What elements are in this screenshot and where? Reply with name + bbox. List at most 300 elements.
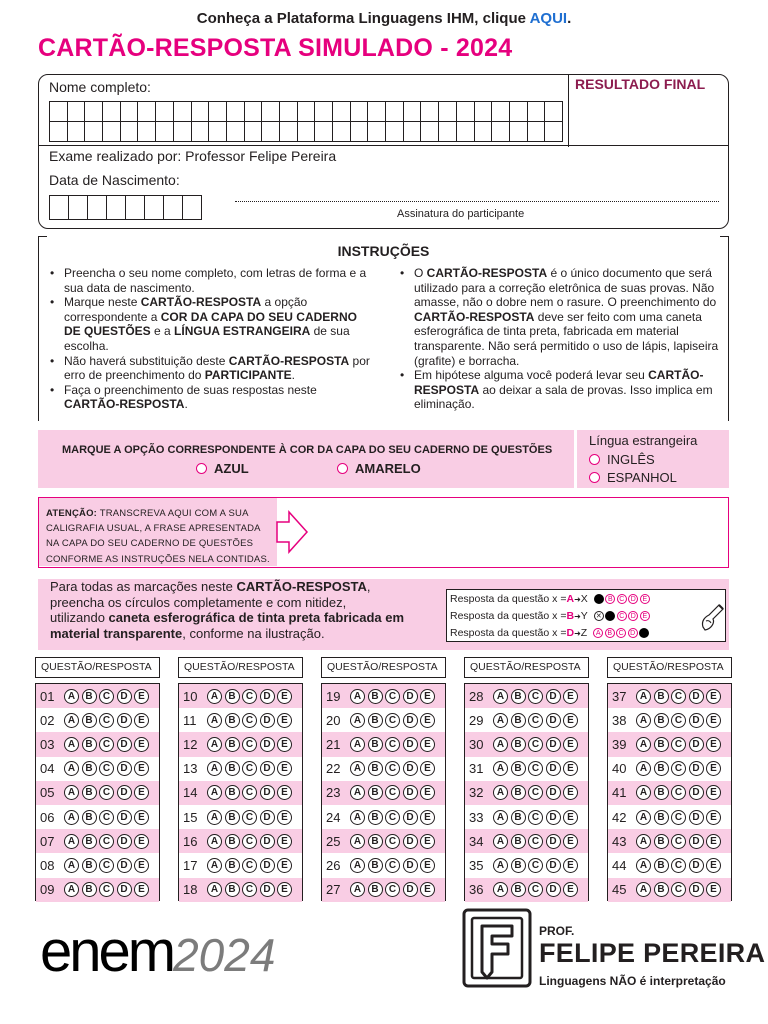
name-cell[interactable] <box>68 122 86 142</box>
answer-bubble-d[interactable]: D <box>260 689 275 704</box>
answer-bubble-d[interactable]: D <box>689 785 704 800</box>
name-cell[interactable] <box>85 102 103 122</box>
name-cell[interactable] <box>368 122 386 142</box>
answer-bubble-a[interactable]: A <box>207 858 222 873</box>
promo-link[interactable]: AQUI <box>529 10 568 27</box>
answer-bubble-e[interactable]: E <box>420 858 435 873</box>
answer-bubble-c[interactable]: C <box>385 785 400 800</box>
answer-bubble-c[interactable]: C <box>671 713 686 728</box>
answer-bubble-e[interactable]: E <box>277 737 292 752</box>
answer-bubble-e[interactable]: E <box>420 882 435 897</box>
name-cell[interactable] <box>103 102 121 122</box>
answer-bubble-d[interactable]: D <box>260 713 275 728</box>
answer-bubble-d[interactable]: D <box>546 713 561 728</box>
answer-bubble-d[interactable]: D <box>260 737 275 752</box>
signature-line[interactable] <box>235 201 719 202</box>
dob-cell[interactable] <box>126 196 145 220</box>
answer-bubble-c[interactable]: C <box>99 810 114 825</box>
answer-bubble-d[interactable]: D <box>546 689 561 704</box>
answer-bubble-b[interactable]: B <box>368 810 383 825</box>
answer-bubble-e[interactable]: E <box>420 810 435 825</box>
name-cell[interactable] <box>121 102 139 122</box>
answer-bubble-e[interactable]: E <box>420 737 435 752</box>
name-cell[interactable] <box>227 102 245 122</box>
answer-bubble-d[interactable]: D <box>260 785 275 800</box>
name-cell[interactable] <box>351 102 369 122</box>
answer-bubble-a[interactable]: A <box>350 689 365 704</box>
name-cell[interactable] <box>457 122 475 142</box>
answer-bubble-d[interactable]: D <box>403 834 418 849</box>
answer-bubble-d[interactable]: D <box>260 882 275 897</box>
answer-bubble-c[interactable]: C <box>242 689 257 704</box>
answer-bubble-c[interactable]: C <box>528 737 543 752</box>
answer-bubble-b[interactable]: B <box>511 882 526 897</box>
name-grid[interactable] <box>49 101 563 142</box>
name-cell[interactable] <box>85 122 103 142</box>
name-cell[interactable] <box>298 102 316 122</box>
answer-bubble-e[interactable]: E <box>706 882 721 897</box>
answer-bubble-a[interactable]: A <box>207 761 222 776</box>
answer-bubble-b[interactable]: B <box>225 882 240 897</box>
answer-bubble-c[interactable]: C <box>385 737 400 752</box>
answer-bubble-c[interactable]: C <box>385 882 400 897</box>
answer-bubble-d[interactable]: D <box>403 882 418 897</box>
answer-bubble-a[interactable]: A <box>207 713 222 728</box>
answer-bubble-a[interactable]: A <box>207 810 222 825</box>
answer-bubble-b[interactable]: B <box>225 810 240 825</box>
answer-bubble-b[interactable]: B <box>225 737 240 752</box>
answer-bubble-a[interactable]: A <box>636 834 651 849</box>
answer-bubble-c[interactable]: C <box>99 858 114 873</box>
answer-bubble-a[interactable]: A <box>636 737 651 752</box>
answer-bubble-b[interactable]: B <box>511 810 526 825</box>
answer-bubble-d[interactable]: D <box>260 810 275 825</box>
answer-bubble-e[interactable]: E <box>706 858 721 873</box>
name-cell[interactable] <box>333 102 351 122</box>
answer-bubble-d[interactable]: D <box>260 761 275 776</box>
radio-circle-icon[interactable] <box>589 454 600 465</box>
answer-bubble-c[interactable]: C <box>528 689 543 704</box>
name-cell[interactable] <box>492 122 510 142</box>
answer-bubble-b[interactable]: B <box>82 689 97 704</box>
name-cell[interactable] <box>475 122 493 142</box>
answer-bubble-b[interactable]: B <box>368 737 383 752</box>
answer-bubble-e[interactable]: E <box>134 810 149 825</box>
name-cell[interactable] <box>156 122 174 142</box>
answer-bubble-e[interactable]: E <box>563 785 578 800</box>
answer-bubble-b[interactable]: B <box>225 858 240 873</box>
name-cell[interactable] <box>245 122 263 142</box>
answer-bubble-b[interactable]: B <box>368 834 383 849</box>
answer-bubble-e[interactable]: E <box>420 834 435 849</box>
answer-bubble-a[interactable]: A <box>64 761 79 776</box>
answer-bubble-c[interactable]: C <box>99 689 114 704</box>
answer-bubble-a[interactable]: A <box>636 785 651 800</box>
answer-bubble-b[interactable]: B <box>654 713 669 728</box>
answer-bubble-c[interactable]: C <box>671 882 686 897</box>
answer-bubble-a[interactable]: A <box>493 689 508 704</box>
answer-bubble-a[interactable]: A <box>493 834 508 849</box>
answer-bubble-d[interactable]: D <box>117 737 132 752</box>
answer-bubble-a[interactable]: A <box>207 737 222 752</box>
answer-bubble-e[interactable]: E <box>277 834 292 849</box>
answer-bubble-e[interactable]: E <box>277 810 292 825</box>
answer-bubble-e[interactable]: E <box>134 761 149 776</box>
name-cell[interactable] <box>50 102 68 122</box>
answer-bubble-d[interactable]: D <box>689 737 704 752</box>
option-amarelo[interactable] <box>337 461 421 476</box>
name-cell[interactable] <box>103 122 121 142</box>
dob-cell[interactable] <box>145 196 164 220</box>
answer-bubble-b[interactable]: B <box>225 689 240 704</box>
answer-bubble-b[interactable]: B <box>225 713 240 728</box>
name-cell[interactable] <box>138 102 156 122</box>
answer-bubble-d[interactable]: D <box>260 834 275 849</box>
name-cell[interactable] <box>262 122 280 142</box>
name-cell[interactable] <box>545 102 563 122</box>
answer-bubble-b[interactable]: B <box>654 785 669 800</box>
answer-bubble-d[interactable]: D <box>546 858 561 873</box>
phrase-input-area[interactable] <box>311 498 728 566</box>
answer-bubble-a[interactable]: A <box>64 810 79 825</box>
name-cell[interactable] <box>156 102 174 122</box>
answer-bubble-d[interactable]: D <box>403 761 418 776</box>
answer-bubble-e[interactable]: E <box>277 689 292 704</box>
answer-bubble-a[interactable]: A <box>636 689 651 704</box>
answer-bubble-c[interactable]: C <box>528 713 543 728</box>
answer-bubble-b[interactable]: B <box>368 858 383 873</box>
answer-bubble-a[interactable]: A <box>64 689 79 704</box>
answer-bubble-a[interactable]: A <box>493 713 508 728</box>
answer-bubble-b[interactable]: B <box>368 785 383 800</box>
answer-bubble-e[interactable]: E <box>277 882 292 897</box>
name-cell[interactable] <box>333 122 351 142</box>
answer-bubble-d[interactable]: D <box>117 713 132 728</box>
answer-bubble-b[interactable]: B <box>368 882 383 897</box>
answer-bubble-a[interactable]: A <box>207 785 222 800</box>
answer-bubble-a[interactable]: A <box>493 761 508 776</box>
name-cell[interactable] <box>386 122 404 142</box>
name-cell[interactable] <box>528 102 546 122</box>
answer-bubble-d[interactable]: D <box>117 882 132 897</box>
answer-bubble-b[interactable]: B <box>368 713 383 728</box>
answer-bubble-d[interactable]: D <box>117 858 132 873</box>
answer-bubble-d[interactable]: D <box>546 737 561 752</box>
name-cell[interactable] <box>315 122 333 142</box>
answer-bubble-e[interactable]: E <box>563 689 578 704</box>
name-cell[interactable] <box>475 102 493 122</box>
answer-bubble-d[interactable]: D <box>403 689 418 704</box>
answer-bubble-d[interactable]: D <box>117 689 132 704</box>
answer-bubble-c[interactable]: C <box>528 761 543 776</box>
answer-bubble-e[interactable]: E <box>277 713 292 728</box>
answer-bubble-a[interactable]: A <box>207 882 222 897</box>
answer-bubble-a[interactable]: A <box>64 882 79 897</box>
answer-bubble-e[interactable]: E <box>420 761 435 776</box>
answer-bubble-a[interactable]: A <box>64 713 79 728</box>
answer-bubble-e[interactable]: E <box>277 785 292 800</box>
name-cell[interactable] <box>439 102 457 122</box>
answer-bubble-e[interactable]: E <box>563 858 578 873</box>
answer-bubble-a[interactable]: A <box>493 785 508 800</box>
name-cell[interactable] <box>351 122 369 142</box>
name-cell[interactable] <box>209 102 227 122</box>
answer-bubble-d[interactable]: D <box>117 810 132 825</box>
answer-bubble-b[interactable]: B <box>225 761 240 776</box>
name-cell[interactable] <box>404 102 422 122</box>
answer-bubble-a[interactable]: A <box>350 737 365 752</box>
answer-bubble-a[interactable]: A <box>493 858 508 873</box>
answer-bubble-d[interactable]: D <box>403 810 418 825</box>
answer-bubble-b[interactable]: B <box>82 785 97 800</box>
answer-bubble-b[interactable]: B <box>225 785 240 800</box>
name-cell[interactable] <box>280 122 298 142</box>
radio-circle-icon[interactable] <box>337 463 348 474</box>
answer-bubble-b[interactable]: B <box>511 713 526 728</box>
answer-bubble-a[interactable]: A <box>350 810 365 825</box>
answer-bubble-e[interactable]: E <box>706 737 721 752</box>
name-cell[interactable] <box>174 122 192 142</box>
answer-bubble-c[interactable]: C <box>242 882 257 897</box>
answer-bubble-b[interactable]: B <box>511 858 526 873</box>
answer-bubble-c[interactable]: C <box>385 810 400 825</box>
answer-bubble-b[interactable]: B <box>82 882 97 897</box>
answer-bubble-e[interactable]: E <box>420 713 435 728</box>
answer-bubble-b[interactable]: B <box>654 858 669 873</box>
answer-bubble-a[interactable]: A <box>350 761 365 776</box>
answer-bubble-e[interactable]: E <box>563 834 578 849</box>
answer-bubble-d[interactable]: D <box>403 713 418 728</box>
dob-cell[interactable] <box>183 196 202 220</box>
name-cell[interactable] <box>68 102 86 122</box>
answer-bubble-c[interactable]: C <box>671 858 686 873</box>
answer-bubble-c[interactable]: C <box>671 689 686 704</box>
answer-bubble-e[interactable]: E <box>563 761 578 776</box>
answer-bubble-c[interactable]: C <box>528 785 543 800</box>
name-cell[interactable] <box>192 122 210 142</box>
answer-bubble-e[interactable]: E <box>420 689 435 704</box>
name-cell[interactable] <box>280 102 298 122</box>
radio-circle-icon[interactable] <box>196 463 207 474</box>
answer-bubble-b[interactable]: B <box>511 834 526 849</box>
answer-bubble-e[interactable]: E <box>706 713 721 728</box>
answer-bubble-a[interactable]: A <box>636 761 651 776</box>
answer-bubble-c[interactable]: C <box>99 882 114 897</box>
answer-bubble-b[interactable]: B <box>82 834 97 849</box>
answer-bubble-d[interactable]: D <box>546 834 561 849</box>
answer-bubble-b[interactable]: B <box>82 713 97 728</box>
answer-bubble-c[interactable]: C <box>99 785 114 800</box>
answer-bubble-e[interactable]: E <box>420 785 435 800</box>
answer-bubble-a[interactable]: A <box>493 882 508 897</box>
name-cell[interactable] <box>510 122 528 142</box>
answer-bubble-b[interactable]: B <box>511 689 526 704</box>
answer-bubble-e[interactable]: E <box>563 737 578 752</box>
answer-bubble-d[interactable]: D <box>117 785 132 800</box>
answer-bubble-c[interactable]: C <box>99 834 114 849</box>
name-cell[interactable] <box>245 102 263 122</box>
answer-bubble-e[interactable]: E <box>706 834 721 849</box>
answer-bubble-e[interactable]: E <box>706 689 721 704</box>
name-cell[interactable] <box>121 122 139 142</box>
answer-bubble-e[interactable]: E <box>134 713 149 728</box>
dob-cell[interactable] <box>164 196 183 220</box>
answer-bubble-e[interactable]: E <box>134 834 149 849</box>
answer-bubble-a[interactable]: A <box>64 858 79 873</box>
answer-bubble-e[interactable]: E <box>134 689 149 704</box>
answer-bubble-a[interactable]: A <box>64 737 79 752</box>
name-cell[interactable] <box>262 102 280 122</box>
answer-bubble-c[interactable]: C <box>528 834 543 849</box>
option-espanhol[interactable] <box>589 470 677 485</box>
answer-bubble-d[interactable]: D <box>403 858 418 873</box>
answer-bubble-c[interactable]: C <box>385 713 400 728</box>
answer-bubble-c[interactable]: C <box>385 858 400 873</box>
answer-bubble-d[interactable]: D <box>403 737 418 752</box>
radio-circle-icon[interactable] <box>589 472 600 483</box>
answer-bubble-a[interactable]: A <box>636 858 651 873</box>
answer-bubble-a[interactable]: A <box>207 689 222 704</box>
answer-bubble-c[interactable]: C <box>242 834 257 849</box>
answer-bubble-d[interactable]: D <box>689 810 704 825</box>
name-cell[interactable] <box>421 102 439 122</box>
answer-bubble-e[interactable]: E <box>563 882 578 897</box>
name-cell[interactable] <box>192 102 210 122</box>
answer-bubble-c[interactable]: C <box>528 810 543 825</box>
answer-bubble-c[interactable]: C <box>671 737 686 752</box>
name-cell[interactable] <box>545 122 563 142</box>
answer-bubble-a[interactable]: A <box>350 713 365 728</box>
answer-bubble-d[interactable]: D <box>117 761 132 776</box>
answer-bubble-b[interactable]: B <box>654 882 669 897</box>
answer-bubble-d[interactable]: D <box>689 858 704 873</box>
option-ingles[interactable] <box>589 452 655 467</box>
name-cell[interactable] <box>404 122 422 142</box>
dob-cell[interactable] <box>69 196 88 220</box>
answer-bubble-c[interactable]: C <box>671 761 686 776</box>
name-cell[interactable] <box>209 122 227 142</box>
answer-bubble-b[interactable]: B <box>368 689 383 704</box>
answer-bubble-b[interactable]: B <box>368 761 383 776</box>
answer-bubble-e[interactable]: E <box>134 785 149 800</box>
answer-bubble-b[interactable]: B <box>82 737 97 752</box>
name-cell[interactable] <box>50 122 68 142</box>
answer-bubble-c[interactable]: C <box>671 785 686 800</box>
answer-bubble-a[interactable]: A <box>350 882 365 897</box>
answer-bubble-a[interactable]: A <box>64 834 79 849</box>
answer-bubble-a[interactable]: A <box>493 810 508 825</box>
answer-bubble-b[interactable]: B <box>511 785 526 800</box>
answer-bubble-b[interactable]: B <box>511 761 526 776</box>
name-cell[interactable] <box>315 102 333 122</box>
answer-bubble-e[interactable]: E <box>706 761 721 776</box>
answer-bubble-e[interactable]: E <box>277 761 292 776</box>
answer-bubble-d[interactable]: D <box>689 689 704 704</box>
answer-bubble-e[interactable]: E <box>563 810 578 825</box>
answer-bubble-d[interactable]: D <box>260 858 275 873</box>
answer-bubble-a[interactable]: A <box>350 834 365 849</box>
answer-bubble-a[interactable]: A <box>493 737 508 752</box>
name-cell[interactable] <box>174 102 192 122</box>
answer-bubble-c[interactable]: C <box>671 810 686 825</box>
name-cell[interactable] <box>421 122 439 142</box>
option-azul[interactable] <box>196 461 249 476</box>
name-cell[interactable] <box>528 122 546 142</box>
dob-cell[interactable] <box>88 196 107 220</box>
answer-bubble-a[interactable]: A <box>207 834 222 849</box>
answer-bubble-b[interactable]: B <box>654 737 669 752</box>
answer-bubble-c[interactable]: C <box>528 858 543 873</box>
answer-bubble-c[interactable]: C <box>99 713 114 728</box>
answer-bubble-d[interactable]: D <box>546 882 561 897</box>
answer-bubble-a[interactable]: A <box>350 858 365 873</box>
answer-bubble-b[interactable]: B <box>82 858 97 873</box>
name-cell[interactable] <box>386 102 404 122</box>
dob-cell[interactable] <box>107 196 126 220</box>
name-cell[interactable] <box>510 102 528 122</box>
answer-bubble-e[interactable]: E <box>134 882 149 897</box>
answer-bubble-a[interactable]: A <box>350 785 365 800</box>
dob-grid[interactable] <box>49 195 202 220</box>
answer-bubble-d[interactable]: D <box>689 834 704 849</box>
answer-bubble-c[interactable]: C <box>242 737 257 752</box>
answer-bubble-d[interactable]: D <box>117 834 132 849</box>
answer-bubble-e[interactable]: E <box>706 785 721 800</box>
name-cell[interactable] <box>138 122 156 142</box>
name-cell[interactable] <box>368 102 386 122</box>
name-cell[interactable] <box>298 122 316 142</box>
answer-bubble-b[interactable]: B <box>654 834 669 849</box>
answer-bubble-b[interactable]: B <box>654 689 669 704</box>
answer-bubble-b[interactable]: B <box>82 810 97 825</box>
answer-bubble-a[interactable]: A <box>636 713 651 728</box>
answer-bubble-e[interactable]: E <box>563 713 578 728</box>
answer-bubble-c[interactable]: C <box>99 737 114 752</box>
answer-bubble-e[interactable]: E <box>134 737 149 752</box>
answer-bubble-c[interactable]: C <box>385 761 400 776</box>
name-cell[interactable] <box>439 122 457 142</box>
dob-cell[interactable] <box>50 196 69 220</box>
answer-bubble-a[interactable]: A <box>64 785 79 800</box>
answer-bubble-c[interactable]: C <box>528 882 543 897</box>
answer-bubble-b[interactable]: B <box>654 810 669 825</box>
answer-bubble-e[interactable]: E <box>277 858 292 873</box>
answer-bubble-d[interactable]: D <box>689 882 704 897</box>
answer-bubble-b[interactable]: B <box>511 737 526 752</box>
name-cell[interactable] <box>457 102 475 122</box>
answer-bubble-c[interactable]: C <box>242 761 257 776</box>
answer-bubble-c[interactable]: C <box>99 761 114 776</box>
answer-bubble-d[interactable]: D <box>689 713 704 728</box>
answer-bubble-b[interactable]: B <box>82 761 97 776</box>
answer-bubble-e[interactable]: E <box>706 810 721 825</box>
answer-bubble-b[interactable]: B <box>654 761 669 776</box>
answer-bubble-b[interactable]: B <box>225 834 240 849</box>
name-cell[interactable] <box>492 102 510 122</box>
answer-bubble-d[interactable]: D <box>546 761 561 776</box>
answer-bubble-c[interactable]: C <box>671 834 686 849</box>
answer-bubble-d[interactable]: D <box>546 785 561 800</box>
answer-bubble-a[interactable]: A <box>636 882 651 897</box>
answer-bubble-d[interactable]: D <box>403 785 418 800</box>
answer-bubble-c[interactable]: C <box>385 834 400 849</box>
answer-bubble-c[interactable]: C <box>242 785 257 800</box>
answer-bubble-a[interactable]: A <box>636 810 651 825</box>
answer-bubble-d[interactable]: D <box>546 810 561 825</box>
answer-bubble-c[interactable]: C <box>242 810 257 825</box>
answer-bubble-d[interactable]: D <box>689 761 704 776</box>
answer-bubble-c[interactable]: C <box>385 689 400 704</box>
